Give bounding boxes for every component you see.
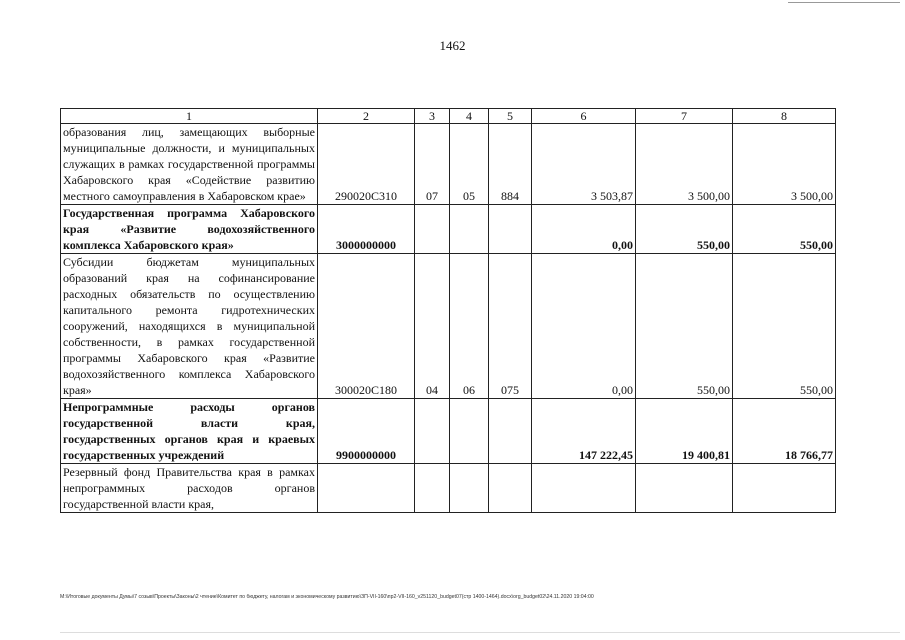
header-cell: 3: [415, 109, 450, 124]
header-cell: 4: [450, 109, 489, 124]
section-code: [415, 464, 450, 513]
table-header-row: [61, 109, 836, 124]
table-row: [61, 124, 836, 205]
subsection-code: 05: [450, 124, 489, 205]
header-cell: 1: [61, 109, 318, 124]
expense-name: образования лиц, замещающих выборные муниципальные должности, и муниципальных служащих в рамках государственной программы Хабаровского края «Содействие развитию местного самоуправления в Хабаровском крае»: [61, 124, 318, 205]
section-code: 07: [415, 124, 450, 205]
amount-col8: 18 766,77: [733, 399, 836, 464]
amount-col6: 3 503,87: [532, 124, 636, 205]
target-code: 3000000000: [318, 205, 415, 254]
amount-col8: 3 500,00: [733, 124, 836, 205]
amount-col6: [532, 464, 636, 513]
target-code: 9900000000: [318, 399, 415, 464]
budget-table: [60, 108, 836, 513]
expense-type-code: 075: [489, 254, 532, 399]
target-code: 290020С310: [318, 124, 415, 205]
section-code: [415, 399, 450, 464]
bottom-rule: [60, 632, 900, 633]
top-rule: [788, 2, 900, 3]
amount-col6: 0,00: [532, 205, 636, 254]
header-cell: 5: [489, 109, 532, 124]
section-code: [415, 205, 450, 254]
expense-type-code: [489, 464, 532, 513]
expense-name: Резервный фонд Правительства края в рамках непрограммных расходов органов государственной власти края,: [61, 464, 318, 513]
table-row: [61, 254, 836, 399]
amount-col7: [636, 464, 733, 513]
subsection-code: [450, 399, 489, 464]
amount-col7: 550,00: [636, 205, 733, 254]
target-code: [318, 464, 415, 513]
expense-type-code: [489, 205, 532, 254]
amount-col7: 19 400,81: [636, 399, 733, 464]
amount-col8: 550,00: [733, 205, 836, 254]
table-row: [61, 464, 836, 513]
table-row: [61, 399, 836, 464]
header-cell: 2: [318, 109, 415, 124]
amount-col7: 550,00: [636, 254, 733, 399]
amount-col7: 3 500,00: [636, 124, 733, 205]
page-number: 1462: [439, 38, 466, 53]
target-code: 300020С180: [318, 254, 415, 399]
expense-name: Субсидии бюджетам муниципальных образований края на софинансирование расходных обязательств по осуществлению капитального ремонта гидротехнических сооружений, находящихся в муниципальной собственности, в рамках государственной программы Хабаровского края «Развитие водохозяйственного комплекса Хабаровского края»: [61, 254, 318, 399]
expense-name: Непрограммные расходы органов государственной власти края, государственных органов края и краевых государственных учреждений: [61, 399, 318, 464]
amount-col8: 550,00: [733, 254, 836, 399]
subsection-code: [450, 205, 489, 254]
header-cell: 6: [532, 109, 636, 124]
amount-col6: 147 222,45: [532, 399, 636, 464]
header-cell: 7: [636, 109, 733, 124]
table-row: [61, 205, 836, 254]
subsection-code: [450, 464, 489, 513]
amount-col6: 0,00: [532, 254, 636, 399]
section-code: 04: [415, 254, 450, 399]
subsection-code: 06: [450, 254, 489, 399]
footer-file-path: M:\Итоговые документы Думы\7 созыв\Проекты\Законы\2 чтение\Комитет по бюджету, налогам и экономическому развитию\ЗП-VII-160\пр2-VII-160_v251120_budget07(стр 1400-1464).docx\org_budget02\24.11.2020 19:04:00: [60, 594, 594, 600]
expense-type-code: 884: [489, 124, 532, 205]
header-cell: 8: [733, 109, 836, 124]
expense-type-code: [489, 399, 532, 464]
expense-name: Государственная программа Хабаровского края «Развитие водохозяйственного комплекса Хабаровского края»: [61, 205, 318, 254]
amount-col8: [733, 464, 836, 513]
